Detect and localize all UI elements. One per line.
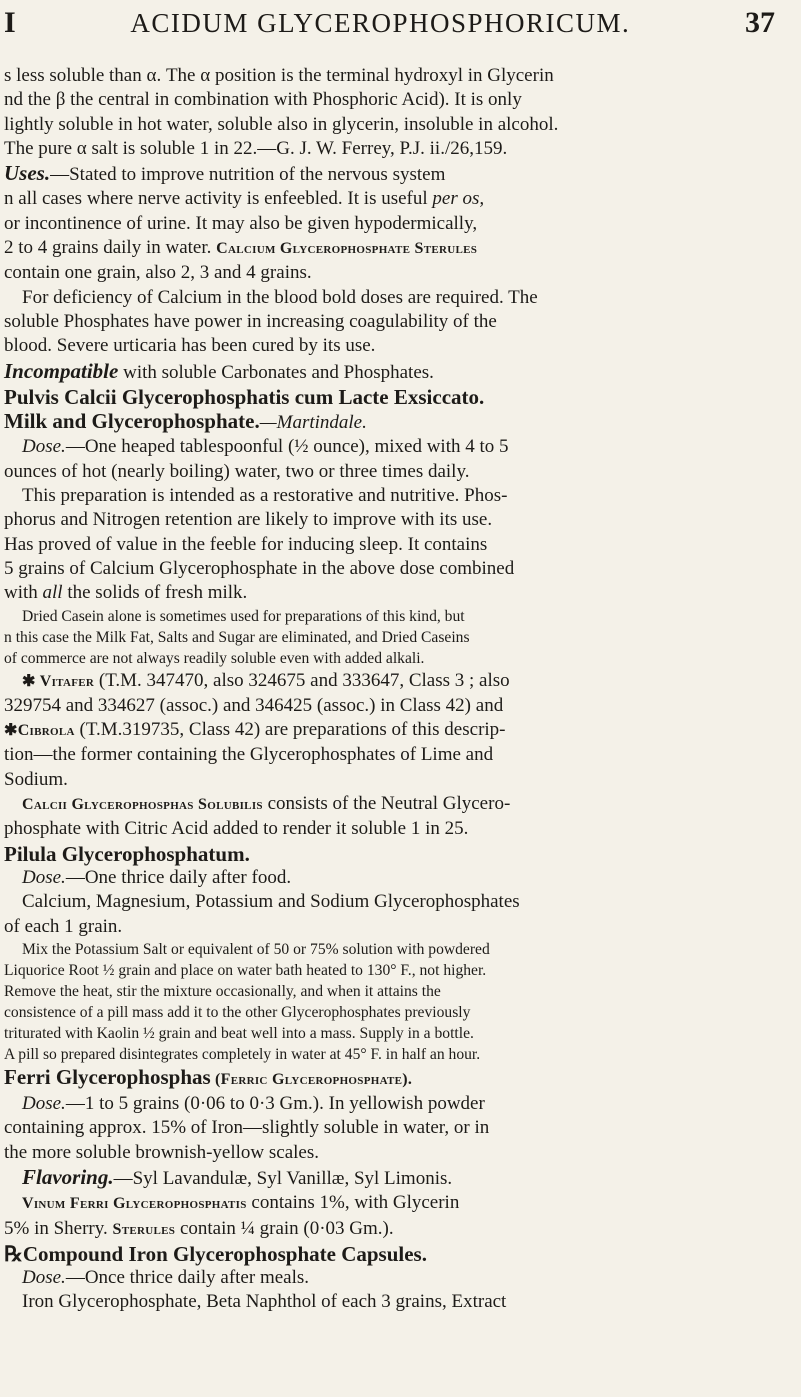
dose-label: Dose. (22, 1267, 66, 1289)
heading-ferri: Ferri Glycerophosphas (4, 1064, 211, 1089)
small-print-line: consistence of a pill mass add it to the other Glycerophosphates previously (4, 1003, 471, 1021)
product-name: ✱ Vitafer (22, 672, 95, 690)
product-name: Calcii Glycerophosphas Solubilis (22, 796, 263, 814)
text-line: the more soluble brownish-yellow scales. (4, 1141, 320, 1163)
text-line: 5 grains of Calcium Glycerophosphate in the above dose combined (4, 557, 515, 579)
text-line: 329754 and 334627 (assoc.) and 346425 (assoc.) in Class 42) and (4, 694, 504, 716)
text-line: s less soluble than α. The α position is the terminal hydroxyl in Glycerin (4, 65, 554, 86)
text-line: ✱Cibrola (T.M.319735, Class 42) are preparations of this descrip- (4, 719, 506, 741)
dose-line: Dose.—One thrice daily after food. (22, 866, 292, 888)
text-line: ✱ Vitafer (T.M. 347470, also 324675 and 333647, Class 3 ; also (22, 669, 510, 691)
uses-paragraph: Uses.—Stated to improve nutrition of the nervous system (4, 161, 446, 186)
text-line: Has proved of value in the feeble for inducing sleep. It contains (4, 533, 488, 555)
text-line: This preparation is intended as a restorative and nutritive. Phos- (22, 485, 508, 507)
small-print-line: Dried Casein alone is sometimes used for preparations of this kind, but (22, 607, 465, 625)
heading-pilula: Pilula Glycerophosphatum. (4, 841, 250, 866)
text-line: nd the β the central in combination with Phosphoric Acid). It is only (4, 89, 522, 111)
text-line: Vinum Ferri Glycerophosphatis contains 1%, with Glycerin (22, 1192, 460, 1214)
text-line: containing approx. 15% of Iron—slightly soluble in water, or in (4, 1117, 490, 1139)
dose-label: Dose. (22, 1093, 66, 1115)
text-line: contain one grain, also 2, 3 and 4 grains. (4, 262, 312, 284)
page-title: ACIDUM GLYCEROPHOSPHORICUM. (130, 8, 631, 38)
text-line: 2 to 4 grains daily in water. Calcium Glycerophosphate Sterules (4, 237, 478, 259)
product-name: Vinum Ferri Glycerophosphatis (22, 1195, 247, 1213)
dose-label: Dose. (22, 436, 66, 458)
text-line: with all the solids of fresh milk. (4, 582, 248, 604)
text-line: Iron Glycerophosphate, Beta Naphthol of each 3 grains, Extract (22, 1291, 507, 1313)
section-heading-incompatible: Incompatible (4, 358, 119, 383)
document-body (4, 64, 775, 1315)
section-heading-uses: Uses. (4, 161, 51, 186)
small-print-line: of commerce are not always readily soluble even with added alkali. (4, 649, 425, 667)
section-heading-flavoring: Flavoring. (22, 1164, 114, 1189)
author-credit: —Martindale. (259, 412, 367, 434)
small-print-line: Liquorice Root ½ grain and place on water bath heated to 130° F., not higher. (4, 961, 487, 979)
text-line: Sodium. (4, 768, 68, 790)
ferri-subtitle: (Ferric Glycerophosphate). (210, 1070, 413, 1088)
text-line: phosphate with Citric Acid added to render it soluble 1 in 25. (4, 818, 469, 840)
dose-line: Dose.—One heaped tablespoonful (½ ounce), mixed with 4 to 5 (22, 436, 509, 458)
incompatible-paragraph: Incompatible with soluble Carbonates and Phosphates. (4, 358, 434, 383)
text-line: tion—the former containing the Glycerophosphates of Lime and (4, 744, 494, 766)
heading-compound: ℞Compound Iron Glycerophosphate Capsules. (4, 1241, 427, 1266)
small-print-line: Mix the Potassium Salt or equivalent of 50 or 75% solution with powdered (22, 940, 490, 958)
flavoring-line: Flavoring.—Syl Lavandulæ, Syl Vanillæ, Syl Limonis. (22, 1164, 453, 1189)
small-print-line: A pill so prepared disintegrates completely in water at 45° F. in half an hour. (4, 1045, 481, 1063)
heading-pulvis: Pulvis Calcii Glycerophosphatis cum Lacte Exsiccato. (4, 384, 485, 409)
text-line: n all cases where nerve activity is enfeebled. It is useful per os, (4, 188, 485, 210)
text-line: or incontinence of urine. It may also be given hypodermically, (4, 212, 478, 234)
dose-line: Dose.—Once thrice daily after meals. (22, 1267, 310, 1289)
text-line: For deficiency of Calcium in the blood bold doses are required. The (22, 286, 538, 308)
text-line: soluble Phosphates have power in increasing coagulability of the (4, 310, 497, 332)
text-line: blood. Severe urticaria has been cured by its use. (4, 335, 376, 357)
heading-ferri-line (4, 1065, 775, 1092)
dose-label: Dose. (22, 866, 66, 888)
text-line: 5% in Sherry. Sterules contain ¼ grain (0·03 Gm.). (4, 1217, 394, 1239)
small-print-line: n this case the Milk Fat, Salts and Sugar are eliminated, and Dried Caseins (4, 628, 470, 646)
dose-line: Dose.—1 to 5 grains (0·06 to 0·3 Gm.). In yellowish powder (22, 1093, 485, 1115)
text-line: The pure α salt is soluble 1 in 22.—G. J. W. Ferrey, P.J. ii./26,159. (4, 137, 508, 159)
product-name: Sterules (112, 1220, 176, 1238)
product-name: ✱Cibrola (4, 722, 75, 740)
heading-milk: Milk and Glycerophosphate. (4, 409, 260, 434)
text-line: lightly soluble in hot water, soluble also in glycerin, insoluble in alcohol. (4, 113, 559, 135)
text-line: Calcium, Magnesium, Potassium and Sodium Glycerophosphates (22, 891, 520, 913)
text-line: Calcii Glycerophosphas Solubilis consists of the Neutral Glycero- (22, 793, 511, 815)
product-name: Calcium Glycerophosphate Sterules (216, 240, 478, 258)
small-print-line: Remove the heat, stir the mixture occasionally, and when it attains the (4, 982, 441, 1000)
small-print-line: triturated with Kaolin ½ grain and beat well into a mass. Supply in a bottle. (4, 1024, 474, 1042)
running-header (4, 6, 775, 58)
text-line: of each 1 grain. (4, 915, 123, 937)
text-line: ounces of hot (nearly boiling) water, two or three times daily. (4, 460, 470, 482)
header-mark: I (4, 6, 16, 39)
heading-milk-line (4, 409, 775, 435)
page-number: 37 (744, 6, 775, 39)
text-line: phorus and Nitrogen retention are likely to improve with its use. (4, 509, 493, 531)
